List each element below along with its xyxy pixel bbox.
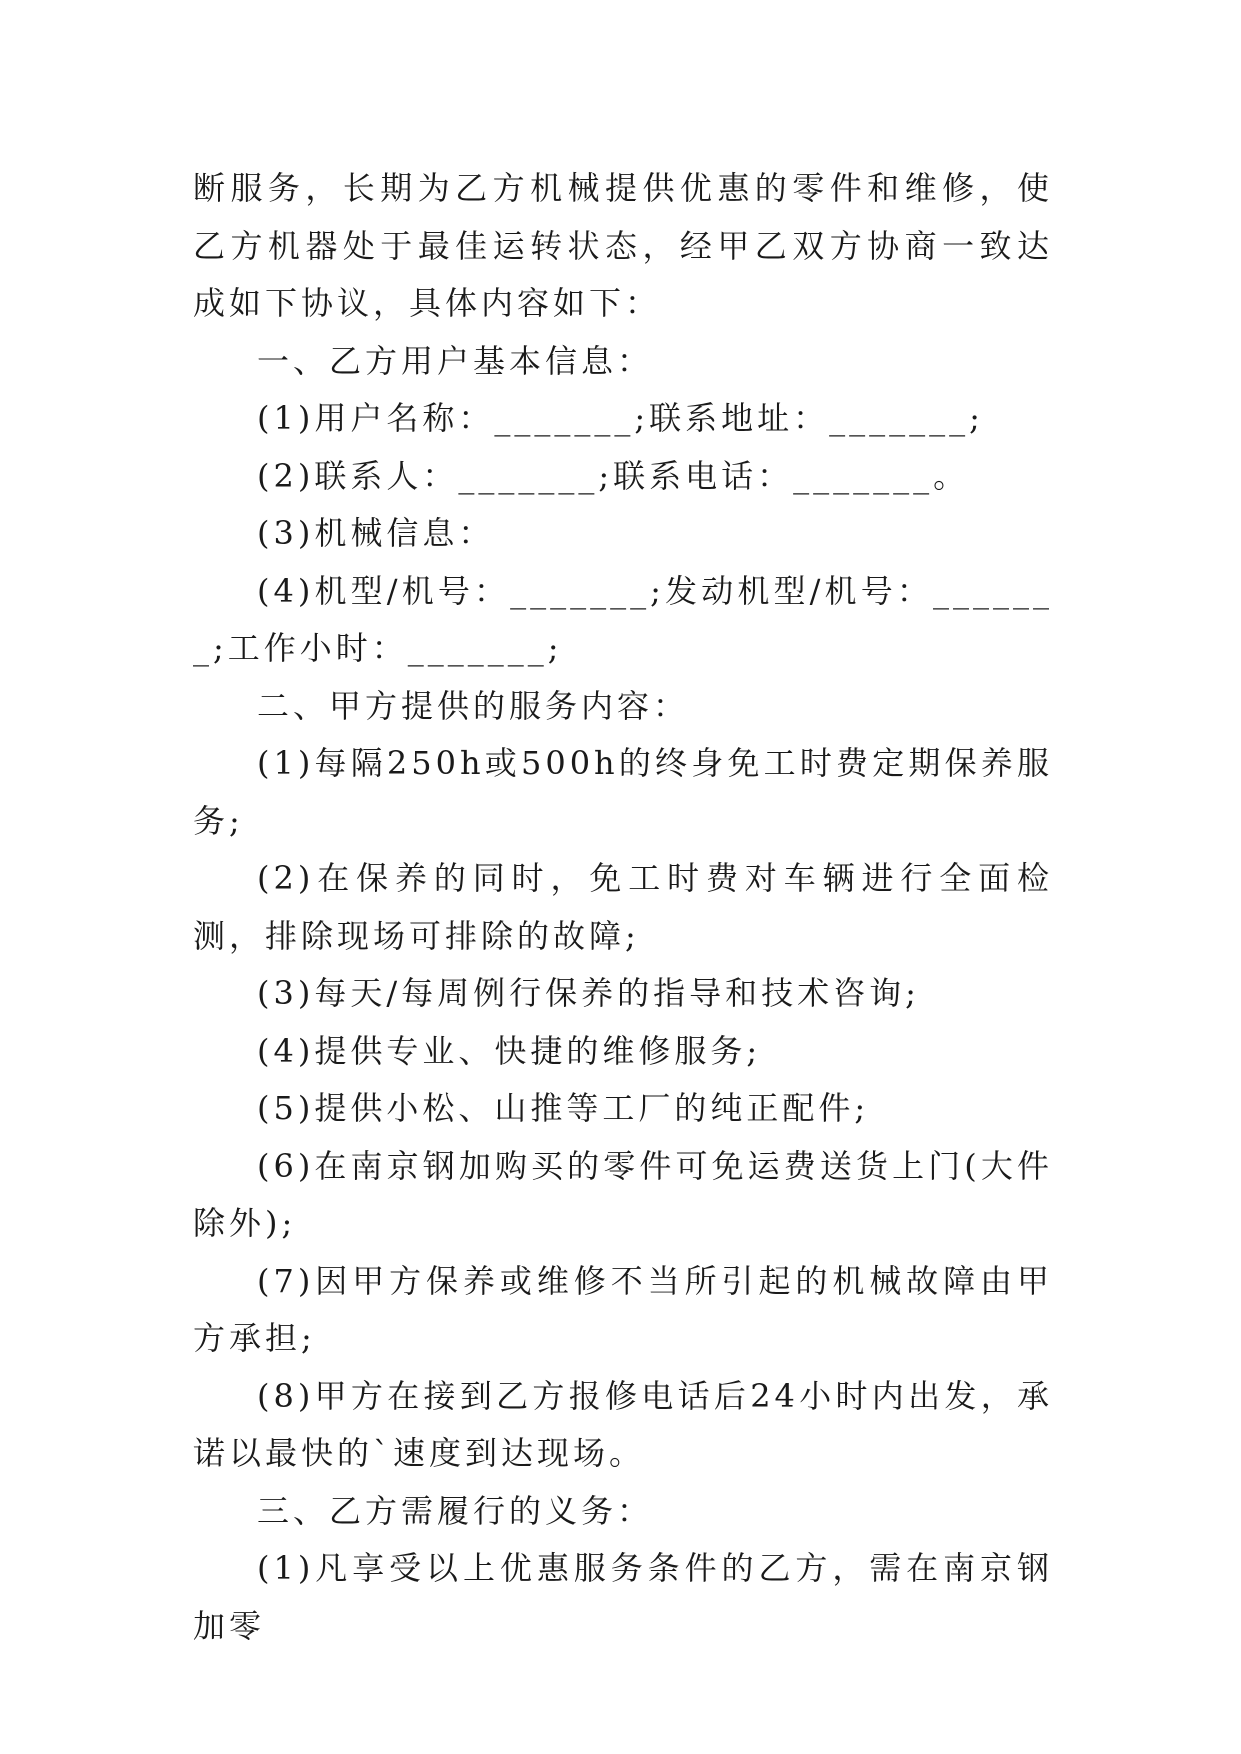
list-item-service-2: (2)在保养的同时，免工时费对车辆进行全面检测，排除现场可排除的故障;: [193, 859, 1053, 955]
paragraph-intro: 断服务，长期为乙方机械提供优惠的零件和维修，使乙方机器处于最佳运转状态，经甲乙双方协商一致达成如下协议，具体内容如下：: [193, 169, 1053, 322]
section-heading-user-info: 一、乙方用户基本信息：: [257, 341, 654, 380]
list-item-contact-phone: (2)联系人：_______;联系电话：_______。: [257, 456, 970, 495]
list-item-user-name-address: (1)用户名称：_______;联系地址：_______;: [257, 399, 984, 437]
list-item-service-6: (6)在南京钢加购买的零件可免运费送货上门(大件除外);: [193, 1146, 1053, 1242]
list-item-service-1: (1)每隔250h或500h的终身免工时费定期保养服务;: [193, 744, 1053, 840]
list-item-service-3: (3)每天/每周例行保养的指导和技术咨询;: [257, 974, 920, 1012]
list-item-model-engine-hours: (4)机型/机号：_______;发动机型/机号：_______;工作小时：_______;: [193, 571, 1053, 667]
list-item-obligation-1: (1)凡享受以上优惠服务条件的乙方，需在南京钢加零: [193, 1549, 1053, 1645]
list-item-service-4: (4)提供专业、快捷的维修服务;: [257, 1031, 762, 1070]
list-item-service-7: (7)因甲方保养或维修不当所引起的机械故障由甲方承担;: [193, 1261, 1053, 1357]
list-item-service-5: (5)提供小松、山推等工厂的纯正配件;: [257, 1089, 870, 1127]
list-item-machine-info: (3)机械信息：: [257, 514, 495, 552]
list-item-service-8: (8)甲方在接到乙方报修电话后24小时内出发，承诺以最快的`速度到达现场。: [193, 1376, 1053, 1472]
section-heading-services: 二、甲方提供的服务内容：: [257, 686, 690, 725]
section-heading-obligations: 三、乙方需履行的义务：: [257, 1491, 654, 1530]
document-body: [193, 160, 1053, 1655]
